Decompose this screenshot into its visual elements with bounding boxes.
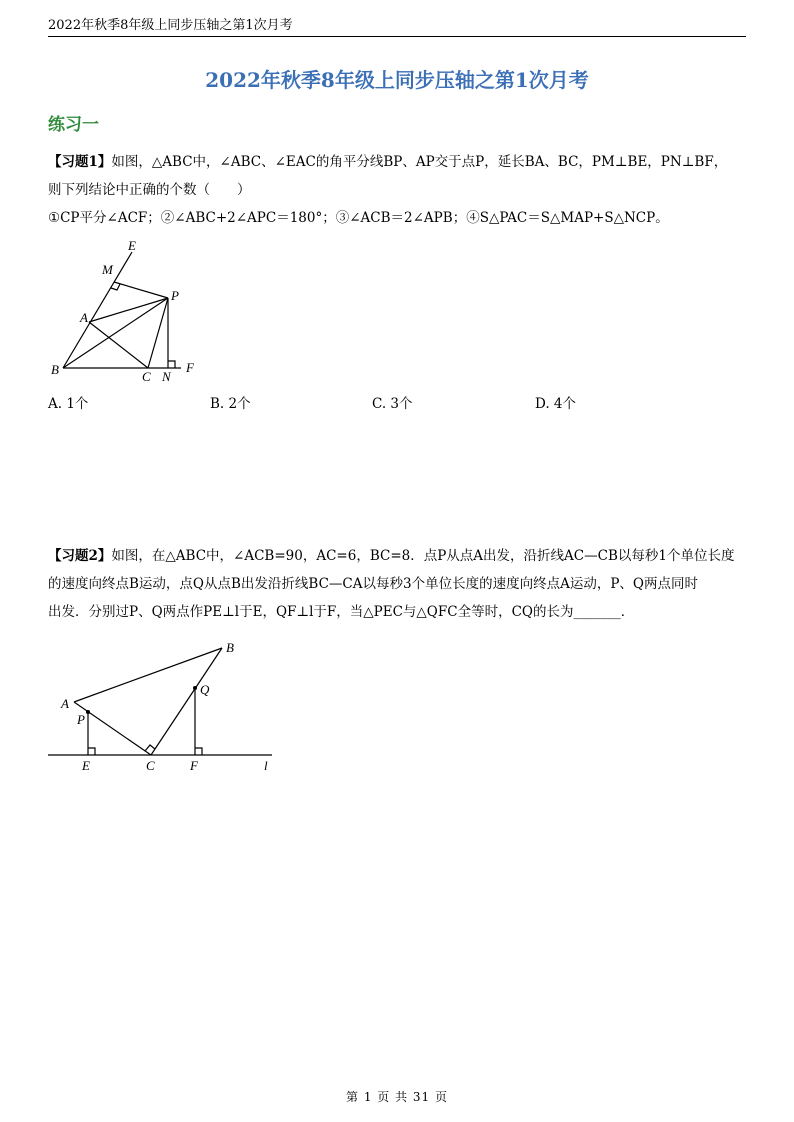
q1-line3: ①CP平分∠ACF；②∠ABC+2∠APC＝180°；③∠ACB＝2∠APB；④S△PAC＝S△MAP+S△NCP。: [48, 210, 669, 226]
line-BP: [63, 298, 168, 368]
label-F: F: [186, 360, 194, 375]
label-Q: Q: [200, 682, 210, 697]
line-AC: [74, 702, 151, 755]
right-angle-C: [145, 745, 155, 751]
label-C: C: [146, 758, 155, 773]
q2-line3: 出发．分别过P、Q两点作PE⊥l于E，QF⊥l于F，当△PEC与△QFC全等时，CQ的长为_______．: [48, 604, 635, 620]
label-E: E: [82, 758, 90, 773]
q1-figure: [48, 238, 208, 388]
line-BE: [63, 252, 132, 368]
line-CB: [151, 648, 222, 755]
q1-text: [48, 148, 748, 232]
label-A: A: [61, 696, 69, 711]
label-B: B: [226, 640, 234, 655]
q1-option-c: C. 3个: [372, 396, 413, 412]
right-angle-N: [168, 361, 175, 368]
q2-tag: 【习题2】: [48, 548, 112, 564]
right-angle-F: [195, 748, 202, 755]
q2-text: [48, 542, 748, 626]
label-B: B: [51, 362, 59, 377]
label-A: A: [80, 310, 88, 325]
q1-option-b: B. 2个: [210, 396, 251, 412]
q2-line1: 【习题2】如图，在△ABC中，∠ACB=90，AC=6，BC=8．点P从点A出发，沿折线AC—CB以每秒1个单位长度: [48, 548, 735, 564]
label-E: E: [128, 238, 136, 253]
label-C: C: [142, 369, 151, 384]
right-angle-E: [88, 748, 95, 755]
label-N: N: [162, 369, 171, 384]
point-Q: [193, 686, 197, 690]
q1-option-d: D. 4个: [535, 396, 577, 412]
q2-figure: [44, 636, 284, 776]
page-header: 2022年秋季8年级上同步压轴之第1次月考: [48, 18, 293, 33]
line-CP: [148, 298, 168, 368]
section-heading: 练习一: [48, 115, 99, 135]
label-l: l: [264, 758, 268, 773]
document-title: 2022年秋季8年级上同步压轴之第1次月考: [205, 68, 589, 92]
header-rule: [48, 36, 746, 37]
page-footer: 第 1 页 共 31 页: [346, 1090, 448, 1104]
label-P: P: [171, 288, 179, 303]
q1-line1: 【习题1】如图，△ABC中，∠ABC、∠EAC的角平分线BP、AP交于点P，延长BA、BC，PM⊥BE，PN⊥BF，: [48, 154, 728, 170]
line-PM: [114, 282, 168, 298]
label-F: F: [190, 758, 198, 773]
q1-tag: 【习题1】: [48, 154, 112, 170]
label-P: P: [77, 712, 85, 727]
q1-option-a: A. 1个: [48, 396, 89, 412]
label-M: M: [102, 262, 113, 277]
line-AP: [89, 298, 168, 322]
q2-line2: 的速度向终点B运动，点Q从点B出发沿折线BC—CA以每秒3个单位长度的速度向终点A运动，P、Q两点同时: [48, 576, 698, 592]
q1-line2: 则下列结论中正确的个数（ ）: [48, 182, 251, 198]
point-P: [86, 710, 90, 714]
